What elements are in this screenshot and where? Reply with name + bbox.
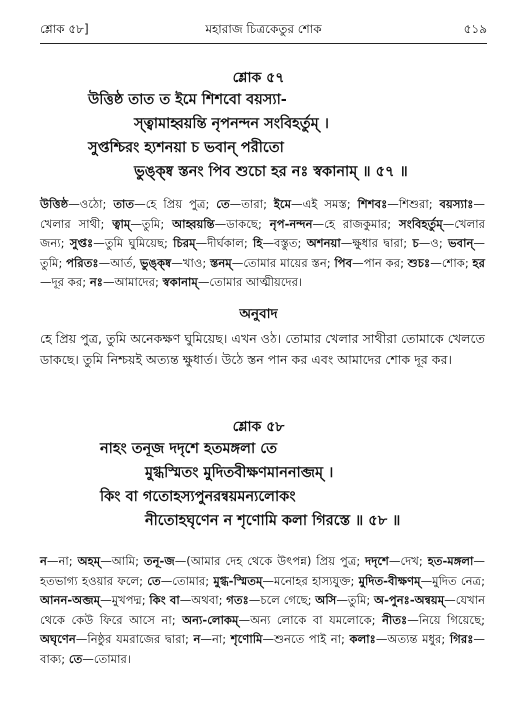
gloss-meaning: —ডাকছে; [214,216,270,231]
sloka-58-line-4: নীতোহঘৃণেন ন শৃণোমি কলা গিরস্তে ॥ ৫৮ ॥ [145,513,401,529]
gloss-word: ন [193,632,201,647]
gloss-meaning: —অত্যন্ত মধুর; [375,632,450,647]
gloss-meaning: —ক্ষুধার দ্বারা; [340,236,413,251]
sloka-57-line-1: উত্তিষ্ঠ তাত ত ইমে শিশবো বয়স্যা- [88,92,287,108]
gloss-word: ন [40,554,47,568]
gloss-word: নৃপ-নন্দন [269,216,313,231]
sloka-57-label: শ্লোক ৫৭ [232,70,285,86]
sloka-57-word-meanings [40,195,485,293]
gloss-word: মুদিত-বীক্ষণম্ [358,573,421,588]
gloss-word: স্তনম্ [210,255,232,270]
gloss-meaning: —মুখপদ্ম; [100,593,150,608]
gloss-word: গতঃ [226,593,249,608]
gloss-meaning: —ও; [418,236,449,251]
gloss-word: শুচঃ [407,255,431,270]
gloss-meaning: —নিয়ে গিয়েছে; [407,612,485,627]
gloss-word: দদৃশে [365,554,389,568]
gloss-word: আহ্বয়ন্তি [172,216,215,231]
gloss-meaning: —দেখ; [388,554,428,568]
gloss-meaning: —তুমি ঘুমিয়েছ; [93,236,174,251]
gloss-word: শৃণোমি [230,632,263,647]
gloss-word: তনূ-জ [143,554,175,568]
gloss-meaning: —মনোহর হাস্যযুক্ত; [262,573,359,588]
gloss-meaning: —খাও; [171,255,211,270]
translation-text: হে প্রিয় পুত্র, তুমি অনেকক্ষণ ঘুমিয়েছ। এখন ওঠ। তোমার খেলার সাথীরা তোমাকে খেলতে ডাকছে। তুমি নিশ্চয়ই অত্যন্ত ক্ষুধার্ত। উঠে স্তন পান কর এবং আমাদের শোক দূর কর। [40,331,485,367]
gloss-meaning: —তোমার। [82,651,131,666]
gloss-meaning: —শোক; [430,255,473,270]
gloss-meaning: —দূর কর; [40,275,90,290]
sloka-58-label: শ্লোক ৫৮ [232,419,285,435]
gloss-meaning: —তোমার; [160,573,214,588]
gloss-word: শিশবঃ [357,197,388,211]
gloss-meaning: —তারা; [229,197,274,211]
gloss-word: অশনয়া [306,236,341,251]
gloss-word: তে [147,573,161,588]
sloka-58-word-meanings [40,552,485,670]
gloss-meaning: —তুমি; [336,593,375,608]
gloss-meaning: —আর্ত, [98,255,140,270]
gloss-word: অহম্ [77,554,101,568]
sloka-58-line-3: কিং বা গতোহস্যপুনরন্বয়মন্যলোকং [100,489,296,505]
gloss-word: পরিতঃ [66,255,99,270]
gloss-word: পিব [334,255,353,270]
gloss-meaning: —বাক্য; [40,632,485,666]
gloss-meaning: —হে প্রিয় পুত্র; [134,197,217,211]
gloss-word: উত্তিষ্ঠ [40,197,69,211]
gloss-meaning: —তুমি; [130,216,173,231]
gloss-word: ভুঙ্ক্ষ্ব [139,255,172,270]
gloss-meaning: —মুদিত নেত্র; [420,573,485,588]
gloss-meaning: —শুনতে পাই না; [262,632,350,647]
translation-title: অনুবাদ [239,306,278,322]
gloss-word: তাত [113,197,135,211]
gloss-meaning: —আমাদের; [102,275,163,290]
gloss-word: অসি [315,593,337,608]
gloss-word: কলাঃ [349,632,376,647]
gloss-meaning: —হে রাজকুমার; [312,216,400,231]
gloss-meaning: —দীর্ঘকাল; [195,236,254,251]
gloss-word: নঃ [89,275,103,290]
gloss-word: কিং বা [149,593,180,608]
gloss-word: চিরম্ [173,236,196,251]
gloss-meaning: —এই সমস্ত; [291,197,358,211]
gloss-word: সংবিহর্তুম্ [399,216,443,231]
sloka-58-line-2: মুগ্ধস্মিতং মুদিতবীক্ষণমাননাব্জম্ । [145,465,334,481]
gloss-word: মুগ্ধ-স্মিতম্ [213,573,263,588]
header-page-number: ৫১৯ [463,22,487,36]
gloss-meaning: —তুমি; [40,236,485,270]
gloss-word: তে [216,197,230,211]
gloss-meaning: —খেলার সাথী; [40,197,485,231]
gloss-meaning: —তোমার আত্মীয়দের। [197,275,303,290]
gloss-word: বয়স্যাঃ [439,197,474,211]
gloss-meaning: —শিশুরা; [387,197,440,211]
gloss-word: গিরঃ [449,632,474,647]
gloss-meaning: —না; [200,632,231,647]
gloss-word: অন্য-লোকম্ [182,612,239,627]
gloss-word: তে [68,651,83,666]
gloss-word: অঘৃণেন [40,632,76,647]
gloss-meaning: —বস্তুত; [262,236,307,251]
gloss-meaning: —না; [46,554,78,568]
gloss-word: হি [253,236,263,251]
page-header [40,17,487,44]
sloka-57-line-4: ভুঙ্ক্ষ্ব স্তনং পিব শুচো হর নঃ স্বকানাম্ ॥ ৫৭ ॥ [134,164,408,180]
sloka-57-line-3: সুপ্তশ্চিরং হ্যশনয়া চ ভবান্ পরীতো [88,140,284,156]
gloss-word: ইমে [273,197,292,211]
gloss-meaning: —ওঠো; [68,197,114,211]
gloss-word: হর [472,255,486,270]
gloss-meaning: —যেখান থেকে কেউ ফিরে আসে না; [40,593,486,627]
gloss-word: সুপ্তঃ [69,236,94,251]
gloss-word: হত-মঙ্গলা [427,554,474,568]
gloss-word: ভবান্ [448,236,474,251]
gloss-meaning: —তোমার মায়ের স্তন; [231,255,335,270]
gloss-word: চ [412,236,419,251]
gloss-meaning: —নিষ্ঠুর যমরাজের দ্বারা; [75,632,194,647]
gloss-meaning: —অন্য লোকে বা যমলোকে; [238,612,383,627]
gloss-meaning: —চলে গেছে; [248,593,316,608]
gloss-meaning: —খেলার জন্য; [40,216,485,251]
gloss-meaning: —হতভাগ্য হওয়ার ফলে; [40,554,486,588]
gloss-meaning: —(আমার দেহ থেকে উৎপন্ন) প্রিয় পুত্র; [174,554,366,568]
sloka-57-line-2: স্ত্বামাহ্বয়ন্তি নৃপনন্দন সংবিহর্তুম্ । [134,116,329,132]
gloss-meaning: —অথবা; [179,593,227,608]
header-verse-ref: শ্লোক ৫৮] [40,22,89,36]
gloss-word: ত্বাম্ [112,216,131,231]
gloss-meaning: —আমি; [100,554,144,568]
gloss-word: স্বকানাম্ [162,275,198,290]
header-chapter-title: মহারাজ চিত্রকেতুর শোক [205,22,322,36]
gloss-word: অ-পুনঃ-অন্বয়ম্ [374,593,445,608]
sloka-58-line-1: নাহং তনূজ দদৃশে হতমঙ্গলা তে [100,441,277,457]
gloss-meaning: —পান কর; [352,255,408,270]
gloss-word: নীতঃ [382,612,408,627]
gloss-word: আনন-অব্জম্ [40,593,101,608]
